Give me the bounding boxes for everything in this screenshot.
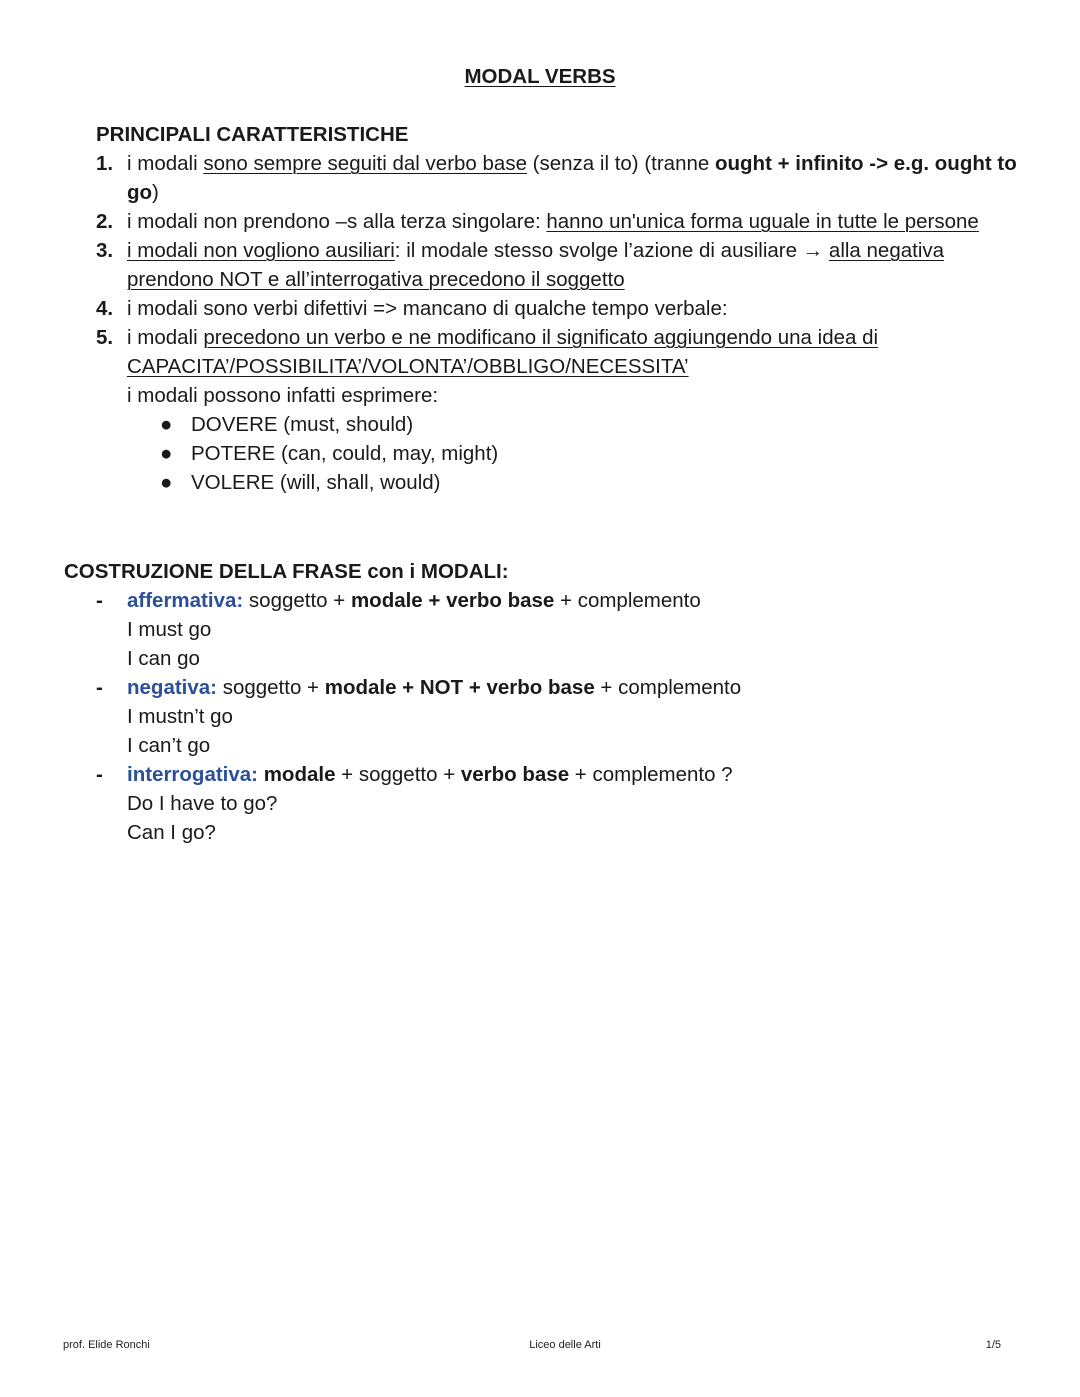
- text: + complemento: [594, 676, 742, 699]
- item-number: 5.: [96, 326, 114, 349]
- bullet-item: [127, 439, 1036, 468]
- bold-text: modale: [263, 763, 336, 786]
- list-item: [96, 294, 1036, 323]
- dash-list: [64, 586, 1024, 847]
- example-sentence: Do I have to go?: [127, 792, 278, 815]
- text: soggetto +: [243, 589, 351, 612]
- section-heading: PRINCIPALI CARATTERISTICHE: [96, 123, 409, 146]
- text: i modali: [127, 326, 204, 349]
- bullet-dot-icon: ●: [160, 471, 173, 494]
- bullet-dot-icon: ●: [160, 442, 173, 465]
- dash-bullet: -: [96, 589, 103, 612]
- item-number: 4.: [96, 297, 114, 320]
- list-item: [64, 760, 1024, 847]
- section-construction: [64, 557, 1024, 847]
- text: i modali possono infatti esprimere:: [127, 384, 439, 407]
- footer-school: Liceo delle Arti: [529, 1339, 601, 1351]
- underlined-text: hanno un'unica forma uguale in tutte le persone: [546, 210, 979, 233]
- text: + soggetto +: [335, 763, 461, 786]
- bold-text: verbo base: [460, 763, 570, 786]
- dash-bullet: -: [96, 763, 103, 786]
- text: (senza il to) (tranne: [526, 152, 715, 175]
- underlined-text: i modali non vogliono ausiliari: [127, 239, 395, 262]
- example-sentence: I must go: [127, 618, 212, 641]
- underlined-text: precedono un verbo e ne modificano il significato aggiungendo una idea di CAPACITA’/POSSIBILITA’/VOLONTA’/OBBLIGO/NECESSITA’: [127, 326, 879, 378]
- numbered-list: [96, 149, 1036, 497]
- footer-page-number: 1/5: [985, 1339, 1001, 1351]
- bullet-list: [127, 410, 1036, 497]
- section-heading: [64, 557, 1024, 586]
- list-item: [64, 673, 1024, 760]
- item-number: 1.: [96, 152, 114, 175]
- example-sentence: Can I go?: [127, 821, 216, 844]
- item-number: 3.: [96, 239, 114, 262]
- bullet-text: POTERE (can, could, may, might): [191, 442, 499, 465]
- form-label: interrogativa:: [127, 763, 258, 786]
- text: i modali: [127, 152, 204, 175]
- bold-text: ought + infinito -> e.g. ought to go: [127, 152, 1017, 204]
- bold-text: modale + NOT + verbo base: [324, 676, 595, 699]
- list-item: [64, 586, 1024, 673]
- page-footer: [0, 1337, 1080, 1353]
- text: soggetto +: [217, 676, 325, 699]
- text: i modali sono verbi difettivi => mancano di qualche tempo verbale:: [127, 297, 728, 320]
- text: ): [152, 181, 159, 204]
- footer-author: prof. Elide Ronchi: [63, 1339, 150, 1351]
- example-sentence: I can go: [127, 647, 200, 670]
- heading-part: COSTRUZIONE DELLA FRASE: [64, 560, 362, 583]
- text: : il modale stesso svolge l’azione di ausiliare →: [394, 239, 829, 262]
- heading-part: con: [361, 560, 410, 583]
- bullet-text: DOVERE (must, should): [191, 413, 414, 436]
- page-title: MODAL VERBS: [464, 65, 616, 88]
- bullet-item: [127, 468, 1036, 497]
- dash-bullet: -: [96, 676, 103, 699]
- list-item: [96, 236, 1036, 294]
- bullet-text: VOLERE (will, shall, would): [191, 471, 441, 494]
- example-sentence: I can’t go: [127, 734, 211, 757]
- bullet-item: [127, 410, 1036, 439]
- heading-part: i MODALI:: [409, 560, 509, 583]
- list-item: [96, 323, 1036, 497]
- item-number: 2.: [96, 210, 114, 233]
- bold-text: modale + verbo base: [350, 589, 555, 612]
- form-label: negativa:: [127, 676, 217, 699]
- text: i modali non prendono –s alla terza singolare:: [127, 210, 547, 233]
- text: + complemento: [554, 589, 701, 612]
- text: + complemento ?: [569, 763, 733, 786]
- list-item: [96, 149, 1036, 207]
- section-characteristics: [96, 120, 1036, 497]
- form-label: affermativa:: [127, 589, 244, 612]
- underlined-text: sono sempre seguiti dal verbo base: [203, 152, 527, 175]
- list-item: [96, 207, 1036, 236]
- bullet-dot-icon: ●: [160, 413, 173, 436]
- example-sentence: I mustn’t go: [127, 705, 233, 728]
- underlined-text: alla negativa prendono NOT e all’interrogativa precedono il soggetto: [127, 239, 945, 291]
